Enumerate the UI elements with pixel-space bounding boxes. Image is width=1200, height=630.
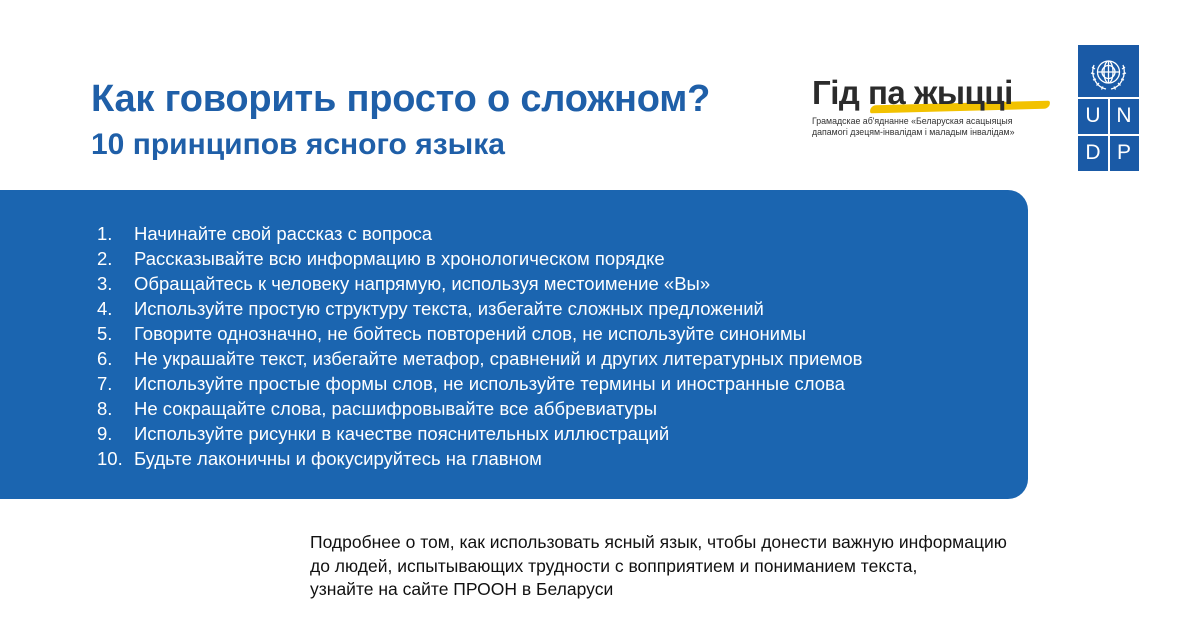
list-item-text: Используйте простую структуру текста, избегайте сложных предложений bbox=[134, 298, 764, 319]
logo-tagline bbox=[812, 116, 1057, 138]
list-item bbox=[97, 421, 862, 446]
un-emblem-icon bbox=[1086, 51, 1131, 96]
footer-line: Подробнее о том, как использовать ясный язык, чтобы донести важную информацию bbox=[310, 532, 1007, 552]
page-subtitle: 10 принципов ясного языка bbox=[91, 128, 505, 161]
list-item bbox=[97, 371, 862, 396]
list-item-number: 6. bbox=[97, 348, 113, 369]
list-item-text: Рассказывайте всю информацию в хронологическом порядке bbox=[134, 248, 665, 269]
list-item bbox=[97, 321, 862, 346]
list-item-text: Используйте простые формы слов, не используйте термины и иностранные слова bbox=[134, 373, 845, 394]
list-item-number: 3. bbox=[97, 273, 113, 294]
list-item bbox=[97, 396, 862, 421]
list-item bbox=[97, 221, 862, 246]
list-item-number: 9. bbox=[97, 423, 113, 444]
footer-line: узнайте на сайте ПРООН в Беларуси bbox=[310, 579, 614, 599]
undp-logo bbox=[1078, 45, 1139, 171]
logo-wordmark: Гід па жыцці bbox=[812, 74, 1013, 111]
list-item bbox=[97, 446, 862, 471]
list-item-number: 7. bbox=[97, 373, 113, 394]
gid-pa-zhyccі-logo bbox=[812, 74, 1057, 146]
undp-divider-middle bbox=[1078, 134, 1139, 136]
list-item-number: 4. bbox=[97, 298, 113, 319]
logo-tagline-line1: Грамадскае аб'яднанне «Беларуская асацыяцыя bbox=[812, 116, 1013, 126]
list-item bbox=[97, 296, 862, 321]
list-item-text: Будьте лаконичны и фокусируйтесь на главном bbox=[134, 448, 542, 469]
list-item bbox=[97, 346, 862, 371]
footer-line: до людей, испытывающих трудности с вопприятием и пониманием текста, bbox=[310, 555, 918, 576]
list-item bbox=[97, 271, 862, 296]
list-item-number: 10. bbox=[97, 448, 123, 469]
page-title: Как говорить просто о сложном? bbox=[91, 78, 711, 120]
logo-tagline-line2: дапамогі дзецям-інвалідам і маладым інвалідам» bbox=[812, 127, 1015, 137]
principles-list bbox=[97, 221, 862, 471]
list-item-text: Используйте рисунки в качестве пояснительных иллюстраций bbox=[134, 423, 670, 444]
undp-letter-n: N bbox=[1116, 104, 1132, 127]
list-item-text: Начинайте свой рассказ с вопроса bbox=[134, 223, 433, 244]
list-item-number: 5. bbox=[97, 323, 113, 344]
footer-note bbox=[310, 531, 1007, 602]
list-item-text: Говорите однозначно, не бойтесь повторений слов, не используйте синонимы bbox=[134, 323, 807, 344]
undp-letter-u: U bbox=[1085, 104, 1101, 127]
list-item bbox=[97, 246, 862, 271]
list-item-text: Не сокращайте слова, расшифровывайте все аббревиатуры bbox=[134, 398, 658, 419]
undp-letter-p: P bbox=[1116, 141, 1131, 164]
list-item-number: 1. bbox=[97, 223, 113, 244]
list-item-text: Не украшайте текст, избегайте метафор, сравнений и других литературных приемов bbox=[134, 348, 863, 369]
list-item-number: 2. bbox=[97, 248, 113, 269]
undp-letter-d: D bbox=[1085, 141, 1101, 164]
list-item-number: 8. bbox=[97, 398, 113, 419]
list-item-text: Обращайтесь к человеку напрямую, используя местоимение «Вы» bbox=[134, 273, 711, 294]
